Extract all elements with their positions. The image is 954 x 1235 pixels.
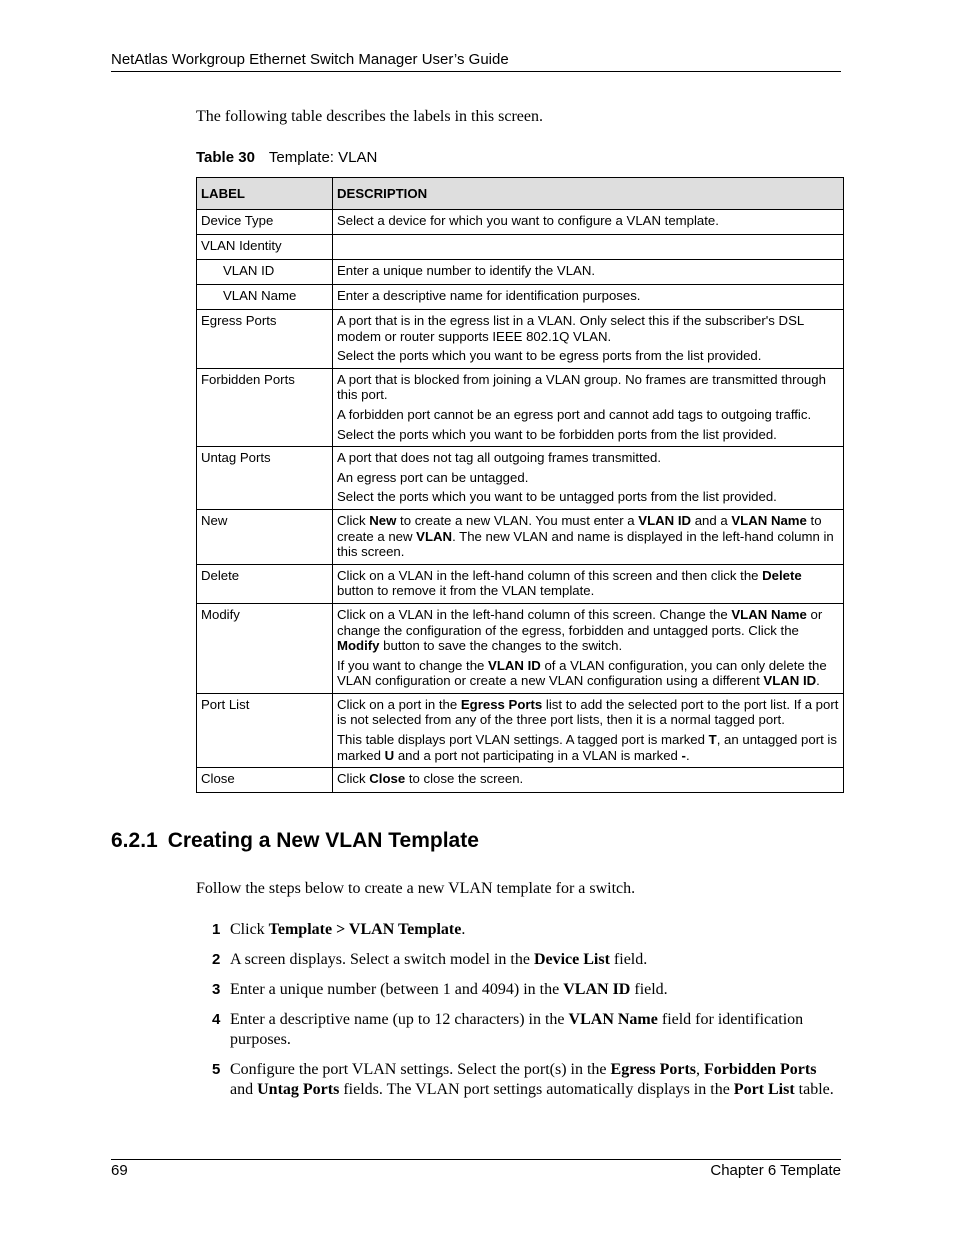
bold-term: Delete bbox=[762, 567, 802, 583]
text-run: field for identification purposes. bbox=[230, 1011, 804, 1048]
step-item bbox=[196, 980, 841, 1000]
step-item bbox=[196, 1010, 841, 1050]
table-row bbox=[197, 603, 844, 693]
header-label: LABEL bbox=[197, 178, 333, 210]
description-paragraph bbox=[337, 513, 839, 560]
description-paragraph: A port that does not tag all outgoing frames transmitted. bbox=[337, 450, 662, 466]
text-run: and a port not participating in a VLAN is marked bbox=[394, 747, 682, 763]
header-description: DESCRIPTION bbox=[333, 178, 844, 210]
text-run: button to save the changes to the switch. bbox=[379, 638, 623, 654]
row-description bbox=[333, 310, 844, 369]
text-run: and bbox=[230, 1081, 258, 1098]
table-caption-number: Table 30 bbox=[196, 149, 255, 166]
description-paragraph: Select the ports which you want to be egress ports from the list provided. bbox=[337, 348, 762, 364]
intro-paragraph: The following table describes the labels in this screen. bbox=[196, 108, 544, 125]
row-description: Enter a descriptive name for identification purposes. bbox=[333, 285, 844, 310]
steps-list bbox=[196, 920, 841, 1110]
footer-rule bbox=[111, 1159, 841, 1160]
table-row bbox=[197, 368, 844, 446]
bold-term: VLAN bbox=[416, 528, 453, 544]
bold-term: Device List bbox=[533, 951, 610, 968]
section-intro: Follow the steps below to create a new VLAN template for a switch. bbox=[196, 880, 636, 897]
text-run: Click bbox=[337, 771, 370, 787]
row-description bbox=[333, 693, 844, 767]
description-paragraph: Select the ports which you want to be forbidden ports from the list provided. bbox=[337, 426, 777, 442]
text-run: Click on a port in the bbox=[337, 696, 461, 712]
text-run: to create a new VLAN. You must enter a bbox=[396, 512, 639, 528]
section-title: Creating a New VLAN Template bbox=[167, 829, 479, 852]
description-paragraph bbox=[337, 658, 839, 689]
section-number: 6.2.1 bbox=[111, 829, 158, 852]
row-label: Port List bbox=[197, 693, 333, 767]
row-label: Close bbox=[197, 768, 333, 793]
text-run: . bbox=[461, 921, 466, 938]
row-description bbox=[333, 603, 844, 693]
text-run: , bbox=[696, 1061, 704, 1078]
row-label: VLAN Name bbox=[197, 285, 333, 310]
text-run: button to remove it from the VLAN template. bbox=[337, 583, 595, 599]
table-row bbox=[197, 260, 844, 285]
text-run: A screen displays. Select a switch model in the bbox=[230, 951, 534, 968]
step-number: 5 bbox=[212, 1061, 221, 1078]
text-run: Click bbox=[337, 512, 370, 528]
row-label: Forbidden Ports bbox=[197, 368, 333, 446]
bold-term: VLAN ID bbox=[488, 657, 541, 673]
row-label: VLAN Identity bbox=[197, 235, 333, 260]
table-row bbox=[197, 509, 844, 564]
table-row bbox=[197, 310, 844, 369]
bold-term: VLAN ID bbox=[638, 512, 692, 528]
row-label: Device Type bbox=[197, 210, 333, 235]
text-run: or change the configuration of the egress, forbidden and untagged ports. Click the bbox=[337, 606, 823, 638]
table-row bbox=[197, 285, 844, 310]
step-number: 4 bbox=[212, 1011, 221, 1028]
row-description: Select a device for which you want to configure a VLAN template. bbox=[333, 210, 844, 235]
bold-term: Close bbox=[369, 771, 406, 787]
text-run: . bbox=[685, 747, 690, 763]
row-label: Modify bbox=[197, 603, 333, 693]
text-run: field. bbox=[630, 981, 668, 998]
description-paragraph bbox=[337, 568, 839, 599]
description-paragraph: A port that is in the egress list in a VLAN. Only select this if the subscriber's DSL modem or router supports IEEE 802.1Q VLAN. bbox=[337, 313, 804, 344]
text-run: If you want to change the bbox=[337, 657, 489, 673]
row-description bbox=[333, 368, 844, 446]
row-description-empty bbox=[333, 235, 844, 260]
text-run: Click on a VLAN in the left-hand column of this screen. Change the bbox=[337, 606, 732, 622]
bold-term: New bbox=[369, 512, 397, 528]
row-description bbox=[333, 509, 844, 564]
table-row bbox=[197, 210, 844, 235]
header-rule bbox=[111, 71, 841, 72]
bold-term: VLAN ID bbox=[563, 981, 631, 998]
table-row bbox=[197, 235, 844, 260]
description-paragraph bbox=[337, 607, 839, 654]
text-run: Click bbox=[230, 921, 269, 938]
text-run: . bbox=[816, 673, 820, 689]
text-run: Click on a VLAN in the left-hand column of this screen and then click the bbox=[337, 567, 763, 583]
description-paragraph bbox=[337, 732, 839, 763]
description-paragraph bbox=[337, 697, 839, 728]
row-description bbox=[333, 447, 844, 510]
text-run: and a bbox=[691, 512, 732, 528]
step-item bbox=[196, 950, 841, 970]
bold-term: Untag Ports bbox=[257, 1081, 340, 1098]
table-row bbox=[197, 768, 844, 793]
table-header-row bbox=[197, 178, 844, 210]
row-label: Delete bbox=[197, 564, 333, 603]
description-paragraph: A port that is blocked from joining a VLAN group. No frames are transmitted through this port. bbox=[337, 371, 826, 403]
bold-term: Egress Ports bbox=[610, 1061, 696, 1078]
text-run: field. bbox=[609, 951, 648, 968]
row-description bbox=[333, 768, 844, 793]
section-heading bbox=[111, 829, 479, 853]
table-row bbox=[197, 693, 844, 767]
row-label: New bbox=[197, 509, 333, 564]
text-run: Enter a unique number (between 1 and 4094) in the bbox=[230, 981, 564, 998]
description-paragraph: An egress port can be untagged. bbox=[337, 469, 529, 485]
step-item bbox=[196, 920, 841, 940]
bold-term: Forbidden Ports bbox=[704, 1061, 817, 1078]
bold-term: Egress Ports bbox=[460, 696, 543, 712]
step-item bbox=[196, 1060, 841, 1100]
text-run: to close the screen. bbox=[405, 771, 524, 787]
bold-term: U bbox=[384, 747, 395, 763]
description-paragraph: Select the ports which you want to be untagged ports from the list provided. bbox=[337, 489, 777, 505]
step-number: 2 bbox=[212, 951, 221, 968]
bold-term: VLAN Name bbox=[568, 1011, 658, 1028]
page-number: 69 bbox=[111, 1162, 128, 1179]
step-number: 1 bbox=[212, 921, 221, 938]
text-run: fields. The VLAN port settings automatically displays in the bbox=[339, 1081, 734, 1098]
table-caption bbox=[196, 149, 377, 166]
bold-term: - bbox=[681, 747, 686, 763]
description-paragraph: A forbidden port cannot be an egress port and cannot add tags to outgoing traffic. bbox=[337, 406, 812, 422]
text-run: of a VLAN configuration, you can only delete the VLAN configuration or create a new VLAN configuration using a different bbox=[337, 657, 827, 689]
text-run: This table displays port VLAN settings. A tagged port is marked bbox=[337, 732, 709, 748]
text-run: . The new VLAN and name is displayed in the left-hand column in this screen. bbox=[337, 528, 834, 560]
bold-term: VLAN ID bbox=[763, 673, 817, 689]
vlan-template-table bbox=[196, 177, 844, 793]
bold-term: T bbox=[708, 732, 717, 748]
table-row bbox=[197, 447, 844, 510]
row-label: Untag Ports bbox=[197, 447, 333, 510]
text-run: Configure the port VLAN settings. Select the port(s) in the bbox=[230, 1061, 611, 1078]
bold-term: Port List bbox=[733, 1081, 795, 1098]
text-run: to create a new bbox=[337, 512, 822, 544]
chapter-label: Chapter 6 Template bbox=[710, 1162, 841, 1179]
table-caption-title: Template: VLAN bbox=[268, 149, 378, 166]
bold-term: Modify bbox=[337, 638, 380, 654]
text-run: Enter a descriptive name (up to 12 characters) in the bbox=[230, 1011, 569, 1028]
text-run: list to add the selected port to the port list. If a port is not selected from any of the three port lists, then it is a normal tagged port. bbox=[337, 696, 839, 728]
row-description: Enter a unique number to identify the VLAN. bbox=[333, 260, 844, 285]
bold-term: VLAN Name bbox=[731, 606, 807, 622]
bold-term: VLAN Name bbox=[731, 512, 807, 528]
running-header: NetAtlas Workgroup Ethernet Switch Manager User’s Guide bbox=[111, 51, 509, 68]
bold-term: Template > VLAN Template bbox=[268, 921, 462, 938]
text-run: , an untagged port is marked bbox=[337, 732, 837, 763]
row-description bbox=[333, 564, 844, 603]
text-run: table. bbox=[794, 1081, 834, 1098]
table-row bbox=[197, 564, 844, 603]
step-number: 3 bbox=[212, 981, 221, 998]
row-label: VLAN ID bbox=[197, 260, 333, 285]
row-label: Egress Ports bbox=[197, 310, 333, 369]
